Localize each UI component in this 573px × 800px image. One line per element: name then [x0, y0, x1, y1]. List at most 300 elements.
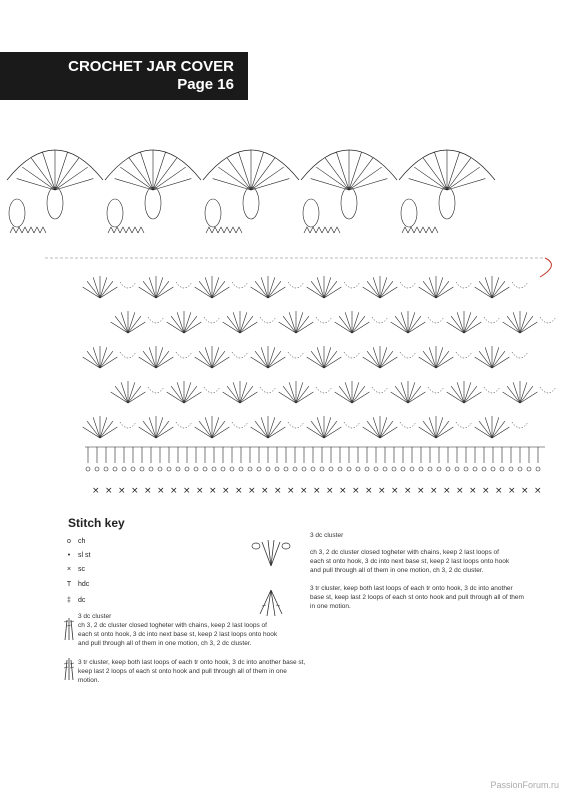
base-chain [266, 467, 270, 471]
base-chain [473, 467, 477, 471]
edging-loop [401, 199, 417, 227]
chain-loop [176, 352, 192, 358]
fan-stitch [121, 312, 128, 333]
base-sc: × [339, 486, 347, 496]
base-sc: × [391, 486, 399, 496]
fan-stitch [401, 312, 408, 333]
fan-stitch [507, 386, 520, 403]
fan-stitch [93, 277, 100, 298]
chain-loop [260, 317, 276, 323]
fan-stitch [436, 421, 449, 438]
fan-stitch [268, 347, 275, 368]
edging-loop [439, 187, 455, 219]
base-chain [176, 467, 180, 471]
edging-stitch [447, 167, 480, 190]
fan-stitch [128, 312, 135, 333]
fan-stitch [83, 357, 100, 368]
base-sc: × [508, 486, 516, 496]
fan-stitch [485, 417, 492, 438]
base-chain [248, 467, 252, 471]
chain-loop [120, 422, 136, 428]
fan-stitch [307, 357, 324, 368]
fan-stitch [451, 316, 464, 333]
edging-stitch [349, 167, 382, 190]
fan-stitch [212, 277, 219, 298]
fan-stitch [296, 382, 303, 403]
fan-stitch [492, 421, 505, 438]
fan-stitch [352, 386, 365, 403]
fan-stitch [83, 287, 100, 298]
chain-loop [512, 282, 528, 288]
edging-stitch [120, 167, 153, 190]
fan-stitch [128, 392, 145, 403]
edging-stitch [55, 167, 88, 190]
fan-stitch [139, 357, 156, 368]
fan-stitch [143, 421, 156, 438]
base-chain [347, 467, 351, 471]
fan-stitch [352, 312, 359, 333]
title-line-1: CROCHET JAR COVER [68, 58, 234, 75]
fan-stitch [296, 316, 309, 333]
base-chain [410, 467, 414, 471]
base-sc: × [313, 486, 321, 496]
fan-stitch [283, 386, 296, 403]
fan-stitch [380, 287, 397, 298]
fan-stitch [492, 277, 499, 298]
edging-stitch [115, 179, 153, 190]
edging-stitch [251, 167, 284, 190]
fan-stitch [139, 287, 156, 298]
chain-loop [316, 317, 332, 323]
fan-stitch [429, 347, 436, 368]
fan-stitch [268, 357, 285, 368]
base-chain [257, 467, 261, 471]
fan-stitch [167, 392, 184, 403]
fan-stitch [520, 392, 537, 403]
fan-stitch [479, 281, 492, 298]
edging-stitch [55, 152, 68, 190]
base-chain [158, 467, 162, 471]
edging-shell [10, 227, 16, 233]
fan-stitch [436, 347, 443, 368]
chain-loop [344, 352, 360, 358]
right-tr-cluster-icon [248, 586, 294, 620]
edging-stitch [140, 152, 153, 190]
edging-shell [328, 227, 334, 233]
fan-stitch [255, 351, 268, 368]
edging-shell [28, 227, 34, 233]
fan-stitch [227, 386, 240, 403]
cluster-title: 3 dc cluster [310, 532, 344, 539]
fan-stitch [149, 277, 156, 298]
base-chain [122, 467, 126, 471]
fan-stitch [380, 347, 387, 368]
edging-shell [120, 227, 126, 233]
fan-stitch [520, 316, 533, 333]
fan-stitch [156, 427, 173, 438]
edging-stitch [213, 179, 251, 190]
base-chain [338, 467, 342, 471]
fan-stitch [520, 382, 527, 403]
chain-loop [428, 387, 444, 393]
chain-loop [344, 422, 360, 428]
edging-stitch [227, 158, 251, 190]
base-sc: × [105, 486, 113, 496]
edging-stitch [17, 179, 55, 190]
chain-loop [456, 422, 472, 428]
fan-stitch [156, 417, 163, 438]
fan-stitch [100, 421, 113, 438]
chain-loop [260, 387, 276, 393]
fan-stitch [199, 351, 212, 368]
fan-stitch [296, 322, 313, 333]
chain-loop [176, 422, 192, 428]
fan-stitch [317, 277, 324, 298]
base-chain [527, 467, 531, 471]
base-sc: × [365, 486, 373, 496]
fan-stitch [212, 421, 225, 438]
edging-stitch [423, 158, 447, 190]
chain-loop [484, 387, 500, 393]
edging-shell [132, 227, 138, 233]
fan-stitch [436, 351, 449, 368]
base-chain [302, 467, 306, 471]
base-sc: × [209, 486, 217, 496]
edging-shell [414, 227, 420, 233]
fan-stitch [195, 357, 212, 368]
edging-loop [47, 187, 63, 219]
fan-stitch [184, 316, 197, 333]
fan-stitch [419, 427, 436, 438]
fan-stitch [100, 427, 117, 438]
fan-stitch [100, 287, 117, 298]
edging-stitch [218, 167, 251, 190]
base-chain [464, 467, 468, 471]
edging-stitch [129, 158, 153, 190]
base-chain [536, 467, 540, 471]
fan-stitch [324, 281, 337, 298]
key-label: ch [77, 538, 86, 545]
fan-stitch [227, 316, 240, 333]
fan-stitch [128, 316, 141, 333]
fan-stitch [367, 351, 380, 368]
fan-stitch [212, 287, 229, 298]
base-chain [221, 467, 225, 471]
fan-stitch [156, 277, 163, 298]
fan-stitch [464, 392, 481, 403]
chain-loop [456, 352, 472, 358]
edging-loop [303, 199, 319, 227]
fan-stitch [115, 386, 128, 403]
fan-stitch [251, 357, 268, 368]
fan-stitch [492, 427, 509, 438]
fan-stitch [111, 392, 128, 403]
fan-stitch [339, 386, 352, 403]
fan-stitch [324, 287, 341, 298]
chain-loop [204, 387, 220, 393]
base-chain [86, 467, 90, 471]
base-chain [455, 467, 459, 471]
base-sc: × [274, 486, 282, 496]
fan-stitch [143, 351, 156, 368]
chain-loop [456, 282, 472, 288]
fan-stitch [513, 382, 520, 403]
key-item-slst [62, 551, 90, 560]
fan-stitch [143, 281, 156, 298]
fan-stitch [199, 281, 212, 298]
edging-shell [212, 227, 218, 233]
fan-stitch [212, 357, 229, 368]
edging-shell [206, 227, 212, 233]
fan-stitch [251, 287, 268, 298]
fan-stitch [100, 277, 107, 298]
base-sc: × [287, 486, 295, 496]
fan-stitch [324, 427, 341, 438]
fan-stitch [475, 357, 492, 368]
fan-stitch [380, 281, 393, 298]
edging-stitch [238, 152, 251, 190]
fan-stitch [156, 357, 173, 368]
fan-stitch [380, 277, 387, 298]
fan-stitch [261, 417, 268, 438]
base-chain [113, 467, 117, 471]
chain-loop [484, 317, 500, 323]
fan-stitch [100, 417, 107, 438]
edging-shell [230, 227, 236, 233]
fan-stitch [100, 281, 113, 298]
fan-stitch [205, 277, 212, 298]
edging-shell [334, 227, 340, 233]
fan-stitch [100, 347, 107, 368]
fan-stitch [171, 386, 184, 403]
fan-stitch [268, 281, 281, 298]
fan-stitch [485, 277, 492, 298]
fan-stitch [195, 427, 212, 438]
fan-stitch [447, 322, 464, 333]
edging-shell [114, 227, 120, 233]
base-chain [311, 467, 315, 471]
fan-stitch [363, 427, 380, 438]
base-chain [491, 467, 495, 471]
chain-loop [372, 387, 388, 393]
fan-stitch [240, 316, 253, 333]
fan-stitch [296, 386, 309, 403]
left-tr-cluster-desc: 3 tr cluster, keep both last loops of each tr onto hook, 3 dc into another base st, keep last 2 loops of each st onto hook and pull through all of them in one motion. [78, 659, 306, 684]
base-sc: × [170, 486, 178, 496]
fan-stitch [115, 316, 128, 333]
edging-shell [236, 227, 242, 233]
fan-stitch [184, 322, 201, 333]
fan-stitch [408, 382, 415, 403]
base-chain [500, 467, 504, 471]
fan-stitch [111, 322, 128, 333]
edging-loop [205, 199, 221, 227]
fan-stitch [408, 392, 425, 403]
edging-stitch [447, 152, 460, 190]
fan-stitch [296, 392, 313, 403]
edging-stitch [325, 158, 349, 190]
base-sc: × [469, 486, 477, 496]
edging-shell [408, 227, 414, 233]
fan-stitch [429, 417, 436, 438]
fan-stitch [177, 312, 184, 333]
fan-stitch [311, 281, 324, 298]
edging-stitch [447, 158, 471, 190]
edging-loop [341, 187, 357, 219]
fan-stitch [128, 322, 145, 333]
hdc-symbol: T [66, 581, 72, 588]
fan-stitch [93, 417, 100, 438]
fan-stitch [395, 386, 408, 403]
fan-stitch [367, 421, 380, 438]
fan-stitch [464, 386, 477, 403]
chain-loop [512, 352, 528, 358]
fan-stitch [352, 316, 365, 333]
fan-stitch [324, 347, 331, 368]
fan-stitch [373, 417, 380, 438]
key-item-dc [62, 596, 85, 605]
fan-stitch [199, 421, 212, 438]
fan-stitch [167, 322, 184, 333]
fan-stitch [380, 417, 387, 438]
base-sc: × [534, 486, 542, 496]
edging-shell [16, 227, 22, 233]
fan-stitch [195, 287, 212, 298]
fan-stitch [324, 357, 341, 368]
chain-loop [540, 387, 556, 393]
fan-stitch [268, 277, 275, 298]
cluster-text: ch 3, 2 dc cluster closed togheter with chains, keep 2 last loops of each st onto hook, 3 dc into next base st, keep 2 last loops onto hook and pull through all of them in one motion, ch 3, 2 dc cluster. [78, 622, 278, 647]
base-chain [194, 467, 198, 471]
fan-stitch [339, 316, 352, 333]
tr-cluster-icon [62, 656, 76, 682]
fan-stitch [317, 347, 324, 368]
edging-loop [145, 187, 161, 219]
fan-stitch [311, 421, 324, 438]
fan-stitch [184, 392, 201, 403]
fan-stitch [149, 347, 156, 368]
fan-stitch [223, 322, 240, 333]
edging-stitch [251, 179, 289, 190]
edging-shell [322, 227, 328, 233]
fan-stitch [492, 347, 499, 368]
chain-loop [148, 317, 164, 323]
chain-loop [288, 422, 304, 428]
edging-stitch [55, 179, 93, 190]
page-title [68, 58, 234, 94]
fan-stitch [423, 351, 436, 368]
chain-loop [512, 422, 528, 428]
cluster-title: 3 dc cluster [78, 613, 112, 620]
edging-stitch [349, 158, 373, 190]
chain-loop [372, 317, 388, 323]
fan-stitch [391, 392, 408, 403]
edging-shell [420, 227, 426, 233]
key-label: hdc [77, 581, 90, 588]
fan-stitch [492, 281, 505, 298]
fan-stitch [423, 421, 436, 438]
base-sc: × [131, 486, 139, 496]
fan-stitch [255, 421, 268, 438]
fan-stitch [457, 382, 464, 403]
fan-stitch [149, 417, 156, 438]
fan-stitch [507, 316, 520, 333]
base-sc: × [222, 486, 230, 496]
slip-stitch-symbol: • [67, 552, 71, 559]
fan-stitch [212, 351, 225, 368]
chain-loop [400, 352, 416, 358]
edging-shell [310, 227, 316, 233]
fan-stitch [492, 287, 509, 298]
chain-loop [176, 282, 192, 288]
fan-stitch [177, 382, 184, 403]
base-sc: × [352, 486, 360, 496]
edging-shell [40, 227, 46, 233]
title-line-2: Page 16 [177, 76, 234, 93]
fan-stitch [513, 312, 520, 333]
base-sc: × [300, 486, 308, 496]
fan-stitch [184, 386, 197, 403]
fan-stitch [311, 351, 324, 368]
fan-stitch [352, 392, 369, 403]
fan-stitch [268, 287, 285, 298]
fan-stitch [307, 287, 324, 298]
fan-stitch [279, 392, 296, 403]
base-sc: × [118, 486, 126, 496]
edging-stitch [409, 179, 447, 190]
fan-stitch [268, 417, 275, 438]
edging-stitch [336, 152, 349, 190]
fan-stitch [363, 287, 380, 298]
base-sc: × [482, 486, 490, 496]
base-chain [383, 467, 387, 471]
fan-stitch [335, 322, 352, 333]
fan-stitch [205, 417, 212, 438]
edging-shell [34, 227, 40, 233]
fan-stitch [492, 357, 509, 368]
chain-loop [344, 282, 360, 288]
fan-stitch [345, 382, 352, 403]
fan-stitch [520, 312, 527, 333]
fan-stitch [380, 357, 397, 368]
fan-stitch [324, 351, 337, 368]
edging-stitch [153, 167, 186, 190]
edging-stitch [55, 158, 79, 190]
fan-stitch [240, 322, 257, 333]
dc-symbol: ‡ [67, 597, 71, 604]
edging-stitch [349, 179, 387, 190]
chain-loop [540, 317, 556, 323]
fan-stitch [121, 382, 128, 403]
fan-stitch [233, 312, 240, 333]
fan-stitch [503, 322, 520, 333]
fan-stitch [335, 392, 352, 403]
fan-stitch [171, 316, 184, 333]
base-sc: × [183, 486, 191, 496]
cluster-icon [62, 616, 76, 642]
fan-stitch [240, 392, 257, 403]
fan-stitch [100, 351, 113, 368]
base-chain [437, 467, 441, 471]
fan-stitch [475, 427, 492, 438]
fan-stitch [156, 347, 163, 368]
base-chain [293, 467, 297, 471]
fan-stitch [447, 392, 464, 403]
base-chain [140, 467, 144, 471]
chain-loop [288, 282, 304, 288]
fan-stitch [184, 382, 191, 403]
fan-stitch [156, 287, 173, 298]
